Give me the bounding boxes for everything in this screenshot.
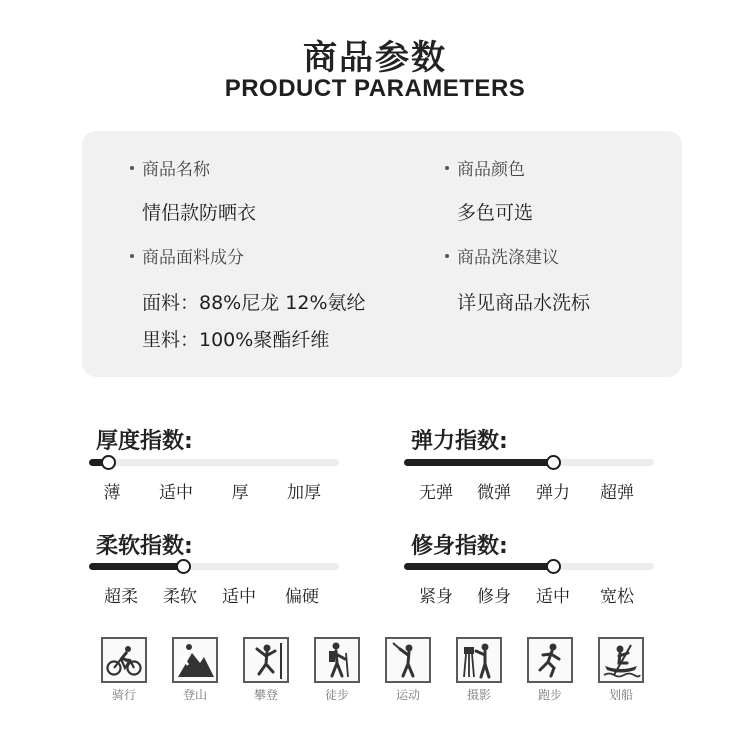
hiking-icon [314,637,360,683]
index-track [404,459,654,466]
fabric-lining: 里料：100%聚酯纤维 [142,329,330,351]
golf-icon [385,637,431,683]
index-knob [176,559,191,574]
scale-label: 偏硬 [285,587,319,607]
index-fill [404,459,554,466]
scale-label: 紧身 [419,587,453,607]
param-label: 商品颜色 [445,155,533,180]
activity-label: 徒步 [324,688,349,702]
page-title: 商品参数 [303,38,447,78]
activity-label: 骑行 [111,688,136,702]
bullet-icon [445,254,449,258]
activity-sports [383,637,433,703]
activity-mountaineering [170,637,220,703]
index-title: 修身指数: [411,534,508,559]
activity-photography [454,637,504,703]
scale-label: 柔软 [163,587,197,607]
scale-label: 修身 [477,587,511,607]
scale-label: 弹力 [536,483,570,503]
index-knob [546,559,561,574]
photography-icon [456,637,502,683]
scale-label: 微弹 [477,483,511,503]
scale-label: 适中 [222,587,256,607]
rowing-icon [598,637,644,683]
index-knob [101,455,116,470]
activity-label: 划船 [608,688,633,702]
activity-label: 攀登 [253,688,278,702]
param-washing [445,243,590,315]
activity-cycling [99,637,149,703]
parameters-panel [82,131,682,377]
param-fabric [130,243,366,352]
activity-hiking [312,637,362,703]
param-product-color [445,155,533,225]
activity-label: 登山 [182,688,207,702]
param-value: 详见商品水洗标 [457,292,591,314]
index-title: 厚度指数: [96,429,193,454]
scale-label: 厚 [231,483,249,503]
activity-label: 摄影 [466,688,491,702]
bullet-icon [130,166,134,170]
running-icon [527,637,573,683]
scale-label: 适中 [536,587,570,607]
scale-label: 薄 [103,483,121,503]
page-subtitle: PRODUCT PARAMETERS [224,75,526,102]
index-track [89,459,339,466]
activity-label: 运动 [395,688,420,702]
param-value: 多色可选 [457,202,534,224]
fabric-outer: 面料：88%尼龙 12%氨纶 [142,292,366,314]
scale-label: 加厚 [287,483,321,503]
index-track [404,563,654,570]
cycling-icon [101,637,147,683]
index-track [89,563,339,570]
param-product-name [130,155,256,225]
activity-running [525,637,575,703]
scale-label: 宽松 [600,587,634,607]
mountain-climbing-icon [172,637,218,683]
scale-label: 无弹 [419,483,453,503]
index-fill [89,563,184,570]
rock-climbing-icon [243,637,289,683]
index-title: 柔软指数: [96,534,193,559]
scale-label: 超弹 [600,483,634,503]
bullet-icon [130,254,134,258]
param-value: 情侣款防晒衣 [142,202,257,224]
activity-rowing [596,637,646,703]
scale-label: 超柔 [104,587,138,607]
index-knob [546,455,561,470]
param-label: 商品洗涤建议 [445,243,590,268]
activity-climbing [241,637,291,703]
scale-label: 适中 [159,483,193,503]
activity-label: 跑步 [537,688,562,702]
index-fill [404,563,554,570]
index-title: 弹力指数: [411,429,508,454]
bullet-icon [445,166,449,170]
param-label: 商品名称 [130,155,256,180]
param-label: 商品面料成分 [130,243,366,268]
